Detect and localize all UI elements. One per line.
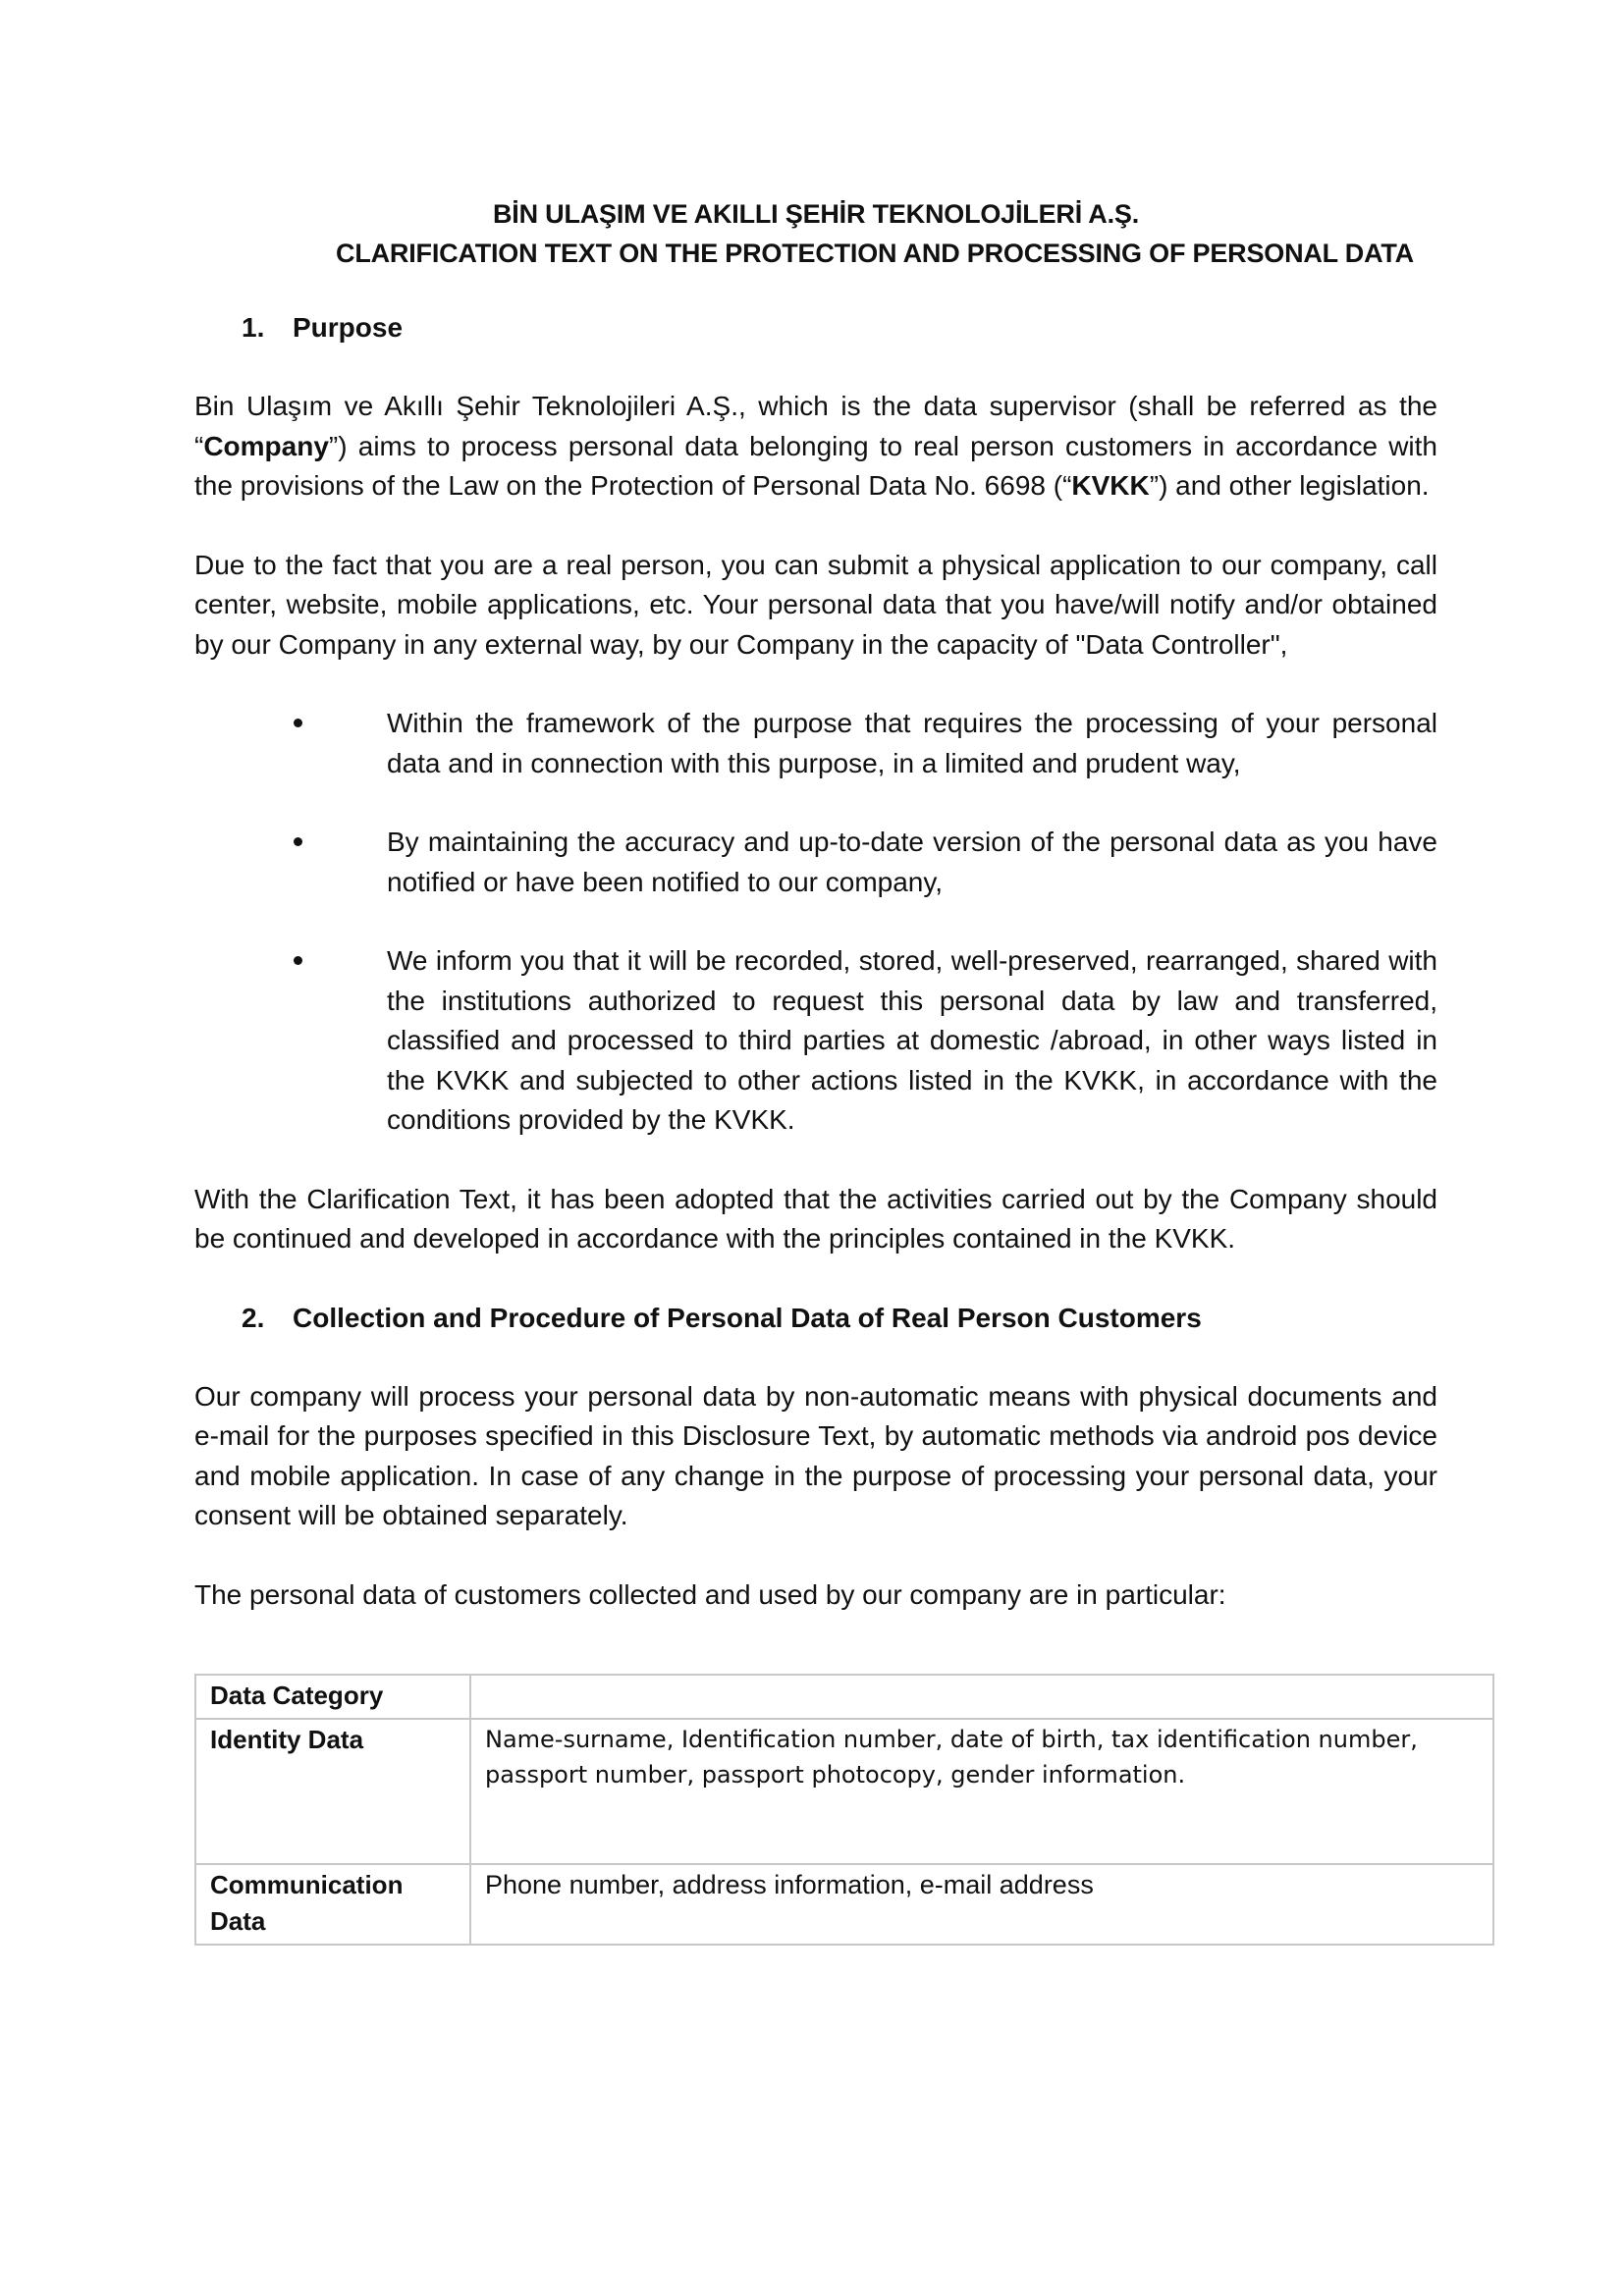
bullet-icon [194, 823, 387, 902]
section2-heading [194, 1299, 1437, 1338]
table-cell-value: Phone number, address information, e-mail address [470, 1864, 1493, 1945]
section1-paragraph3: With the Clarification Text, it has been adopted that the activities carried out by the Company should be continued and developed in accordance with the principles contained in the KVKK. [194, 1183, 1437, 1254]
table-header-category: Data Category [195, 1675, 470, 1719]
table-header-row [195, 1675, 1493, 1719]
personal-data-table [194, 1674, 1494, 1946]
kvkk-term: KVKK [1071, 470, 1150, 501]
bullet-text: By maintaining the accuracy and up-to-date version of the personal data as you have notified or have been notified to our company, [387, 827, 1437, 897]
table-cell-category: Communication Data [195, 1864, 470, 1945]
table-row [195, 1719, 1493, 1864]
table-row [195, 1864, 1493, 1945]
list-item [194, 704, 1437, 783]
section1-paragraph1 [194, 387, 1437, 507]
table-cell-category: Identity Data [195, 1719, 470, 1864]
bullet-icon [194, 941, 387, 1141]
table-cell-value: Name-surname, Identification number, date of birth, tax identification number, passport number, passport photocopy, gender information. [470, 1719, 1493, 1864]
bullet-text: Within the framework of the purpose that requires the processing of your personal data and in connection with this purpose, in a limited and prudent way, [387, 708, 1437, 778]
para1-text-b: ”) aims to process personal data belonging to real person customers in accordance with the provisions of the Law on the Protection of Personal Data No. 6698 (“ [194, 430, 1437, 501]
document-title-line2: CLARIFICATION TEXT ON THE PROTECTION AND PROCESSING OF PERSONAL DATA [336, 239, 1414, 268]
list-item [194, 941, 1437, 1141]
document-content [194, 194, 1437, 1946]
document-title-line1: BİN ULAŞIM VE AKILLI ŞEHİR TEKNOLOJİLERİ A.Ş. [492, 199, 1140, 229]
table-header-value [470, 1675, 1493, 1719]
list-item [194, 823, 1437, 902]
section1-number: 1. [242, 312, 265, 343]
section1-paragraph2: Due to the fact that you are a real person, you can submit a physical application to our company, call center, website, mobile applications, etc. Your personal data that you have/will notify and/or obtained by our Company in any external way, by our Company in the capacity of "Data Controller", [194, 549, 1437, 660]
bullet-icon [194, 704, 387, 783]
section1-heading [194, 308, 1437, 347]
section2-title: Collection and Procedure of Personal Data of Real Person Customers [293, 1302, 1202, 1333]
company-term: Company [203, 430, 329, 461]
bullet-text: We inform you that it will be recorded, stored, well-preserved, rearranged, shared with the institutions authorized to request this personal data by law and transferred, classified and processed to third parties at domestic /abroad, in other ways listed in the KVKK and subjected to other actions listed in the KVKK, in accordance with the conditions provided by the KVKK. [387, 945, 1437, 1135]
section2-paragraph2: The personal data of customers collected and used by our company are in particular: [194, 1578, 1226, 1610]
section2-paragraph1: Our company will process your personal data by non-automatic means with physical documents and e-mail for the purposes specified in this Disclosure Text, by automatic methods via android pos device and mobile application. In case of any change in the purpose of processing your personal data, your consent will be obtained separately. [194, 1380, 1437, 1530]
para1-text-a: Bin Ulaşım ve Akıllı Şehir Teknolojileri A.Ş., which is the data supervisor (shall be referred as the “ [194, 391, 1437, 461]
section2-number: 2. [242, 1302, 265, 1333]
section1-title: Purpose [293, 312, 404, 343]
para1-text-c: ”) and other legislation. [1149, 470, 1430, 501]
section1-bullet-list [194, 704, 1437, 1141]
